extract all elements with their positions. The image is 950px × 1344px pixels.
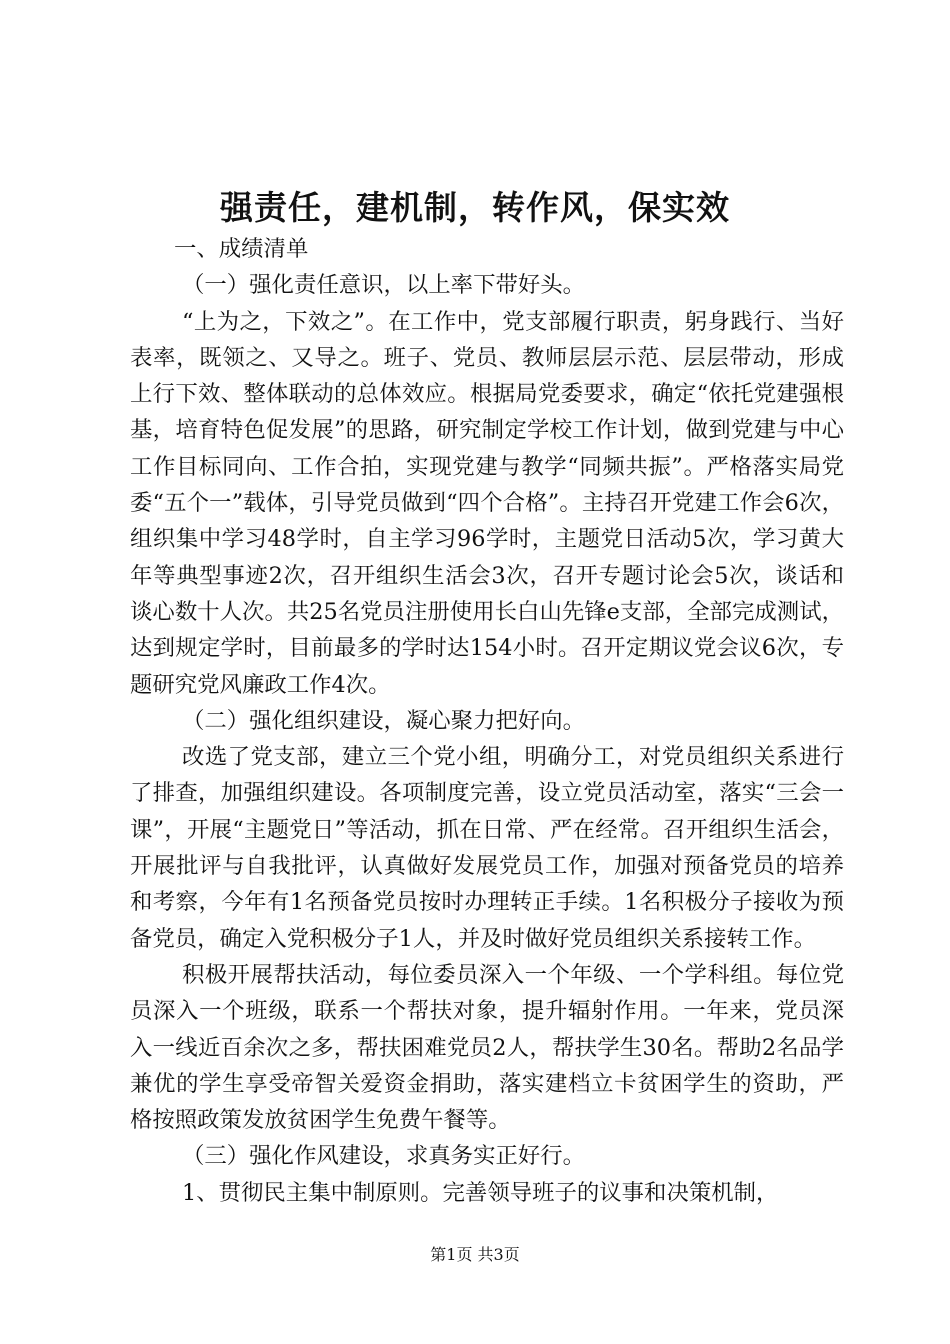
document-body xyxy=(130,231,844,1211)
page-footer: 第1页 共3页 xyxy=(430,1245,520,1264)
body-paragraph: 积极开展帮扶活动，每位委员深入一个年级、一个学科组。每位党员深入一个班级，联系一个帮扶对象，提升辐射作用。一年来，党员深入一线近百余次之多，帮扶困难党员2人，帮扶学生30名。帮助2名品学兼优的学生享受帝智关爱资金捐助，落实建档立卡贫困学生的资助，严格按照政策发放贫困学生免费午餐等。 xyxy=(130,961,844,1134)
subsection-heading: （二）强化组织建设，凝心聚力把好向。 xyxy=(182,707,586,734)
body-paragraph: 1、贯彻民主集中制原则。完善领导班子的议事和决策机制， xyxy=(182,1179,779,1206)
section-heading: 一、成绩清单 xyxy=(174,236,309,262)
document-title: 强责任，建机制，转作风，保实效 xyxy=(220,188,730,227)
body-paragraph: 改选了党支部，建立三个党小组，明确分工，对党员组织关系进行了排查，加强组织建设。各项制度完善，设立党员活动室，落实“三会一课”，开展“主题党日”等活动，抓在日常、严在经常。召开组织生活会，开展批评与自我批评，认真做好发展党员工作，加强对预备党员的培养和考察，今年有1名预备党员按时办理转正手续。1名积极分子接收为预备党员，确定入党积极分子1人，并及时做好党员组织关系接转工作。 xyxy=(130,744,844,952)
subsection-heading: （一）强化责任意识，以上率下带好头。 xyxy=(182,272,586,299)
body-paragraph: “上为之，下效之”。在工作中，党支部履行职责，躬身践行、当好表率，既领之、又导之。班子、党员、教师层层示范、层层带动，形成上行下效、整体联动的总体效应。根据局党委要求，确定“依托党建强根基，培育特色促发展”的思路，研究制定学校工作计划，做到党建与中心工作目标同向、工作合拍，实现党建与教学“同频共振”。严格落实局党委“五个一”载体，引导党员做到“四个合格”。主持召开党建工作会6次，组织集中学习48学时，自主学习96学时，主题党日活动5次，学习黄大年等典型事迹2次，召开组织生活会3次，召开专题讨论会5次，谈话和谈心数十人次。共25名党员注册使用长白山先锋e支部，全部完成测试，达到规定学时，目前最多的学时达154小时。召开定期议党会议6次，专题研究党风廉政工作4次。 xyxy=(130,308,844,698)
subsection-heading: （三）强化作风建设，求真务实正好行。 xyxy=(182,1143,586,1170)
